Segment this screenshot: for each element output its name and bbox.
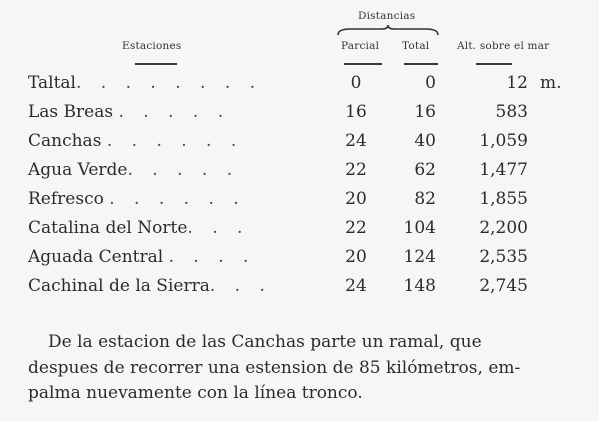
- total-value: 0: [425, 73, 436, 93]
- parcial-value: 22: [345, 160, 367, 180]
- altitude-value: 2,745: [479, 276, 528, 296]
- altitude-value: 1,059: [479, 131, 528, 151]
- table-row: [0, 131, 599, 158]
- parcial-value: 22: [345, 218, 367, 238]
- paragraph-line: despues de recorrer una estension de 85 kilómetros, em-: [28, 357, 521, 378]
- parcial-value: 20: [345, 189, 367, 209]
- total-value: 16: [414, 102, 436, 122]
- header-rule-total: [404, 63, 438, 65]
- distancias-brace: [336, 25, 440, 37]
- paragraph-line: palma nuevamente con la línea tronco.: [28, 383, 363, 403]
- altitude-unit: m.: [540, 73, 562, 93]
- table-row: [0, 102, 599, 129]
- station-name: Cachinal de la Sierra. . .: [28, 276, 272, 296]
- header-estaciones: Estaciones: [122, 40, 182, 52]
- table-row: [0, 218, 599, 245]
- parcial-value: 24: [345, 276, 367, 296]
- header-total: Total: [402, 40, 430, 52]
- header-rule-estaciones: [135, 63, 177, 65]
- parcial-value: 24: [345, 131, 367, 151]
- header-parcial: Parcial: [341, 40, 380, 52]
- table-row: [0, 160, 599, 187]
- altitude-value: 2,200: [479, 218, 528, 238]
- altitude-value: 1,477: [479, 160, 528, 180]
- table-row: [0, 73, 599, 100]
- station-name: Agua Verde. . . . .: [28, 160, 240, 180]
- station-name: Aguada Central . . . .: [28, 247, 256, 267]
- altitude-value: 583: [495, 102, 528, 122]
- parcial-value: 20: [345, 247, 367, 267]
- total-value: 40: [414, 131, 436, 151]
- parcial-value: 0: [350, 73, 362, 93]
- altitude-value: 12: [506, 73, 528, 93]
- station-name: Taltal. . . . . . . .: [28, 73, 263, 93]
- station-name: Catalina del Norte. . .: [28, 218, 250, 238]
- total-value: 82: [414, 189, 436, 209]
- total-value: 104: [403, 218, 436, 238]
- station-name: Las Breas . . . . .: [28, 102, 231, 122]
- table-row: [0, 189, 599, 216]
- total-value: 148: [403, 276, 436, 296]
- header-rule-parcial: [344, 63, 382, 65]
- altitude-value: 2,535: [479, 247, 528, 267]
- parcial-value: 16: [345, 102, 367, 122]
- station-name: Refresco . . . . . .: [28, 189, 246, 209]
- total-value: 62: [414, 160, 436, 180]
- table-row: [0, 276, 599, 303]
- total-value: 124: [403, 247, 436, 267]
- station-name: Canchas . . . . . .: [28, 131, 244, 151]
- header-distancias: Distancias: [358, 10, 416, 22]
- paragraph-line: De la estacion de las Canchas parte un ramal, que: [48, 332, 482, 352]
- altitude-value: 1,855: [479, 189, 528, 209]
- body-paragraph: [28, 330, 568, 407]
- table-row: [0, 247, 599, 274]
- header-rule-altitud: [476, 63, 512, 65]
- header-altitud: Alt. sobre el mar: [457, 40, 550, 52]
